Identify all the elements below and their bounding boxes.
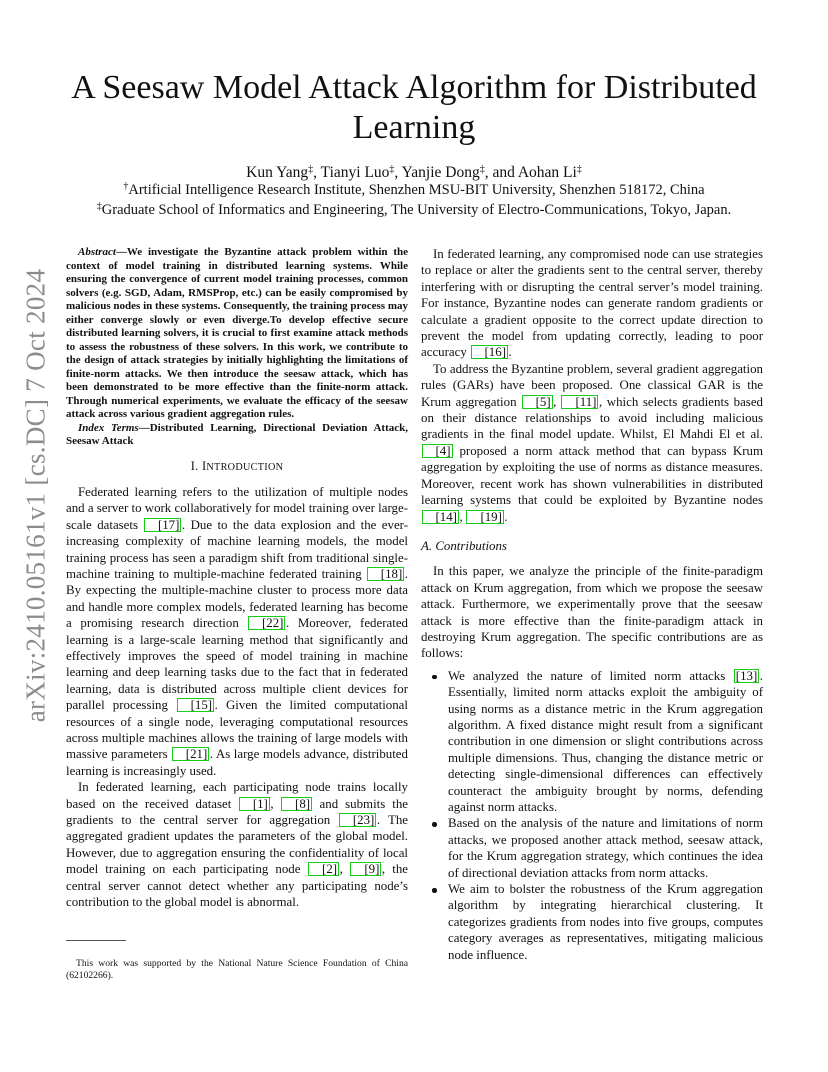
contributions-list: [421, 668, 763, 963]
text-run: . Due to the data explosion and the ever-increasing complexity of machine learning models, the model training process has seen a paradigm shift from traditional single-machine training to multiple-machine federated training: [66, 517, 408, 581]
citation-link[interactable]: [18]: [367, 567, 404, 581]
author-affil-mark: ‡: [576, 164, 582, 175]
affiliation-text: Graduate School of Informatics and Engineering, The University of Electro-Communications, Tokyo, Japan.: [101, 202, 732, 218]
text-run: Federated learning refers to the utilization of multiple nodes and a server to work collaboratively for model training over large-scale datasets: [66, 484, 408, 532]
citation-link[interactable]: [15]: [177, 698, 214, 712]
contribution-item: [421, 668, 763, 816]
citation-link[interactable]: [17]: [144, 518, 181, 532]
text-run: .: [504, 509, 508, 524]
citation-link[interactable]: [9]: [350, 862, 381, 876]
right-column: [421, 246, 763, 963]
text-run: . By expecting the multiple-machine cluster to process more data and handle more complex models, federated learning has become a promising research direction: [66, 566, 408, 631]
author-affil-mark: ‡: [479, 164, 485, 175]
footnote-divider: [66, 940, 126, 941]
left-column: [66, 246, 408, 910]
text-run: ,: [553, 394, 561, 409]
section-number: I.: [190, 458, 199, 473]
text-run: , which selects gradients based on their distance relationships to avoid including malicious gradients in the final model update. Whilst, El Mahdi El et al.: [421, 394, 763, 442]
affiliation-text: Artificial Intelligence Research Institute, Shenzhen MSU-BIT University, Shenzhen 518172, China: [128, 182, 705, 198]
text-run: . The aggregated gradient updates the parameters of the global model. However, due to aggregation ensuring the confidentiality of local model training on each participating node: [66, 813, 408, 877]
citation-link[interactable]: [14]: [422, 510, 459, 524]
text-run: ,: [270, 796, 281, 811]
paper-title: A Seesaw Model Attack Algorithm for Distributed Learning: [71, 69, 757, 146]
contributions-intro: In this paper, we analyze the principle of the finite-paradigm attack on Krum aggregation, from which we propose the seesaw attack. Furthermore, we experimentally prove that the seesaw attack is more effective than the finite-paradigm attack in destroying Krum aggregation. The specific contributions are as follows:: [421, 564, 763, 661]
index-terms-label: Index Terms: [78, 421, 139, 434]
index-terms: [66, 422, 408, 449]
text-run: . As large models advance, distributed learning is increasingly used.: [66, 747, 408, 778]
citation-link[interactable]: [4]: [422, 444, 453, 458]
section-title-rest: NTRODUCTION: [206, 461, 284, 473]
text-run: . Moreover, federated learning is a large-scale learning method that significantly and effectively improves the speed of model training in machine learning and deep learning tasks due to the fact that in federated learning, data is distributed across multiple client devices for parallel processing: [66, 616, 408, 713]
arxiv-identifier-stamp: [20, 268, 52, 722]
intro-paragraph-2: [66, 779, 408, 910]
citation-link[interactable]: [5]: [522, 395, 553, 409]
author-list: [60, 163, 768, 183]
gar-paragraph: [421, 361, 763, 525]
citation-link[interactable]: [22]: [248, 616, 285, 630]
index-terms-text: —Distributed Learning, Directional Deviation Attack, Seesaw Attack: [66, 421, 408, 447]
text-run: ,: [339, 862, 350, 877]
abstract: [66, 246, 408, 422]
text-run: To address the Byzantine problem, several gradient aggregation rules (GARs) have been proposed. One classical GAR is the Krum aggregation: [421, 361, 763, 409]
author-separator: ,: [394, 164, 402, 181]
citation-link[interactable]: [23]: [339, 813, 376, 827]
text-run: .: [508, 345, 512, 360]
subsection-heading-contributions: A. Contributions: [421, 538, 507, 553]
citation-link[interactable]: [13]: [735, 668, 758, 683]
text-run: . Essentially, limited norm attacks exploit the ambiguity of using norms as a distance metric in the Krum aggregation algorithm. A fixed distance might result from a significant contribution in one dimension or slight contributions across multiple dimensions. Thus, changing the distance metric or detecting single-dimensional differences can effectively counteract the ambiguity brought by norms, defending against norm attacks.: [448, 668, 763, 814]
citation-link[interactable]: [1]: [239, 797, 270, 811]
abstract-text: —We investigate the Byzantine attack problem within the context of model training in distributed learning systems. While ensuring the convergence of current model training processes, common solvers (e.g. SGD, Adam, RMSProp, etc.) can be easily compromised by malicious nodes in these systems. Consequently, the training process may either converge slowly or even diverge.To develop effective secure distributed learning solvers, it is crucial to first examine attack methods to assess the robustness of these solvers. In this work, we contribute to the design of attack strategies by initially highlighting the limitations of finite-norm attacks. We then introduce the seesaw attack, which has been demonstrated to be more effective than the finite-norm attack. Through numerical experiments, we evaluate the efficacy of the seesaw attack across various gradient aggregation rules.: [66, 246, 408, 420]
text-run: , the central server cannot detect whether any participating node’s contribution to the global model is abnormal.: [66, 862, 408, 910]
section-title-initial: I: [201, 458, 207, 473]
author-name: Aohan Li: [517, 164, 577, 181]
text-run: In federated learning, each participating node trains locally based on the received dataset: [66, 780, 408, 811]
citation-link[interactable]: [16]: [471, 345, 508, 359]
citation-link[interactable]: [19]: [466, 510, 503, 524]
affiliation-2: [40, 201, 788, 220]
section-heading-introduction: [66, 458, 408, 476]
affiliation-1: [40, 181, 788, 200]
text-run: . Given the limited computational resources of a single node, leveraging computational resources across multiple machines allows the training of large models with massive parameters: [66, 698, 408, 762]
citation-link[interactable]: [21]: [172, 747, 209, 761]
affiliation-mark: †: [123, 181, 129, 192]
contribution-item: Based on the analysis of the nature and limitations of norm attacks, we proposed another attack method, seesaw attack, for the Krum aggregation strategy, which continues the idea of directional deviation attacks from norm attacks.: [421, 815, 763, 881]
threat-paragraph: [421, 246, 763, 361]
text-run: We analyzed the nature of limited norm attacks: [448, 668, 734, 683]
author-affil-mark: ‡: [389, 164, 395, 175]
contribution-item: We aim to bolster the robustness of the Krum aggregation algorithm by integrating hierarchical clustering. It categorizes gradients from nodes into five groups, computes category averages as representatives, mitigating malicious node influence.: [421, 881, 763, 963]
author-affil-mark: ‡: [308, 164, 314, 175]
author-separator: , and: [484, 164, 518, 181]
arxiv-identifier-text: arXiv:2410.05161v1 [cs.DC] 7 Oct 2024: [20, 268, 51, 722]
citation-link[interactable]: [8]: [281, 797, 312, 811]
author-name: Kun Yang: [246, 164, 309, 181]
text-run: and submits the gradients to the central server for aggregation: [66, 796, 408, 828]
text-run: ,: [459, 509, 466, 524]
text-run: proposed a norm attack method that can bypass Krum aggregation by exploiting the use of norms as distance measures. Moreover, recent work has shown vulnerabilities in distributed learning systems that could be exploited by Byzantine nodes: [421, 443, 763, 508]
author-separator: ,: [313, 164, 321, 181]
abstract-label: Abstract: [78, 246, 116, 258]
author-name: Tianyi Luo: [320, 164, 390, 181]
citation-link[interactable]: [2]: [308, 862, 339, 876]
citation-link[interactable]: [11]: [561, 395, 598, 409]
text-run: In federated learning, any compromised node can use strategies to replace or alter the gradients sent to the central server, thereby interfering with or disrupting the central server’s model training. For instance, Byzantine nodes can generate random gradients or calculate a gradient opposite to the correct update direction to prevent the model from updating correctly, leading to poor accuracy: [421, 247, 763, 360]
author-name: Yanjie Dong: [401, 164, 480, 181]
funding-footnote: This work was supported by the National Nature Science Foundation of China (62102266).: [66, 957, 408, 981]
affiliation-mark: ‡: [96, 201, 102, 212]
intro-paragraph-1: [66, 484, 408, 779]
